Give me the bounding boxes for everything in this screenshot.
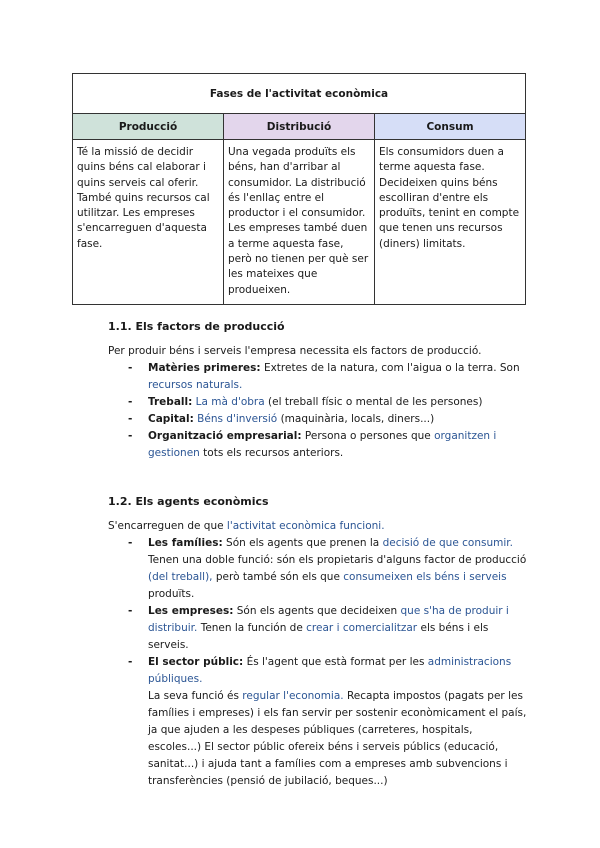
item-link[interactable]: Béns d'inversió xyxy=(197,413,278,425)
item-text-2: tots els recursos anteriors. xyxy=(203,447,344,459)
item-text: (maquinària, locals, diners...) xyxy=(280,413,435,425)
item-text: però també són els que xyxy=(215,571,340,583)
item-link[interactable]: crear i comercialitzar xyxy=(306,622,418,634)
header-consumption: Consum xyxy=(375,114,526,140)
item-text: La seva funció és xyxy=(148,690,239,702)
item-text: Tenen la función de xyxy=(200,622,303,634)
item-label: Capital: xyxy=(148,413,194,425)
item-text: Són els agents que prenen la xyxy=(226,537,380,549)
item-link[interactable]: administracions públiques. xyxy=(148,656,512,685)
intro-link[interactable]: l'activitat econòmica funcioni. xyxy=(226,520,385,532)
header-distribution: Distribució xyxy=(224,114,375,140)
item-link[interactable]: regular l'economia. xyxy=(242,690,344,702)
item-label: Organització empresarial: xyxy=(148,430,302,442)
list-item xyxy=(128,654,528,790)
section-intro xyxy=(108,518,528,535)
item-link[interactable]: recursos naturals. xyxy=(148,379,243,391)
item-link[interactable]: decisió de que consumir. xyxy=(382,537,513,549)
section-heading: 1.1. Els factors de producció xyxy=(108,320,285,333)
phases-table xyxy=(72,73,526,305)
item-link[interactable]: consumeixen els béns i serveis xyxy=(343,571,507,583)
item-label: El sector públic: xyxy=(148,656,244,668)
cell-distribution: Una vegada produïts els béns, han d'arribar al consumidor. La distribució és l'enllaç entre el productor i el consumidor. Les empreses també duen a terme aquesta fase, però no tienen per què ser les mateixes que produeixen. xyxy=(224,140,375,305)
item-text: Són els agents que decideixen xyxy=(236,605,398,617)
item-link[interactable]: (del treball), xyxy=(148,571,213,583)
item-link[interactable]: organitzen i gestionen xyxy=(148,430,497,459)
item-text: Persona o persones que xyxy=(304,430,431,442)
factors-list xyxy=(128,360,528,462)
intro-text: S'encarreguen de que xyxy=(108,520,224,532)
list-item xyxy=(128,360,528,394)
cell-consumption: Els consumidors duen a terme aquesta fase. Decideixen quins béns escolliran d'entre els produïts, tenint en compte que tenen uns recursos (diners) limitats. xyxy=(375,140,526,305)
list-item xyxy=(128,411,528,428)
item-text: Recapta impostos (pagats per les famílies i empreses) i els fan servir per sostenir econòmicament el país, ja que ajuden a les despeses públiques (carreteres, hospitals, escoles...) El sector públic ofereix béns i serveis públics (educació, sanitat...) i ajuda tant a famílies com a empreses amb subvencions i transferències (pensió de jubilació, beques...) xyxy=(148,690,527,787)
item-text: Extretes de la natura, com l'aigua o la terra. Son xyxy=(263,362,520,374)
list-item xyxy=(128,535,528,603)
agents-list xyxy=(128,535,528,790)
item-label: Treball: xyxy=(148,396,193,408)
item-text: (el treball físic o mental de les persones) xyxy=(268,396,483,408)
item-text: els béns i els serveis. xyxy=(148,622,489,651)
item-label: Les famílies: xyxy=(148,537,223,549)
list-item xyxy=(128,603,528,654)
item-label: Matèries primeres: xyxy=(148,362,261,374)
list-item xyxy=(128,428,528,462)
item-link[interactable]: que s'ha de produir i distribuir. xyxy=(148,605,509,634)
item-label: Les empreses: xyxy=(148,605,234,617)
item-text: produïts. xyxy=(148,588,195,600)
item-link[interactable]: La mà d'obra xyxy=(195,396,265,408)
list-item xyxy=(128,394,528,411)
item-paragraph xyxy=(148,688,528,790)
cell-production: Té la missió de decidir quins béns cal elaborar i quins serveis cal oferir. També quins recursos cal utilitzar. Les empreses s'encarreguen d'aquesta fase. xyxy=(73,140,224,305)
section-factors xyxy=(108,318,528,462)
item-text: Tenen una doble funció: són els propietaris d'alguns factor de producció xyxy=(148,554,527,566)
section-heading: 1.2. Els agents econòmics xyxy=(108,495,269,508)
header-production: Producció xyxy=(73,114,224,140)
table-title: Fases de l'activitat econòmica xyxy=(73,74,526,114)
section-agents xyxy=(108,493,528,790)
section-intro: Per produir béns i serveis l'empresa necessita els factors de producció. xyxy=(108,345,482,357)
item-text: És l'agent que està format per les xyxy=(246,656,425,668)
